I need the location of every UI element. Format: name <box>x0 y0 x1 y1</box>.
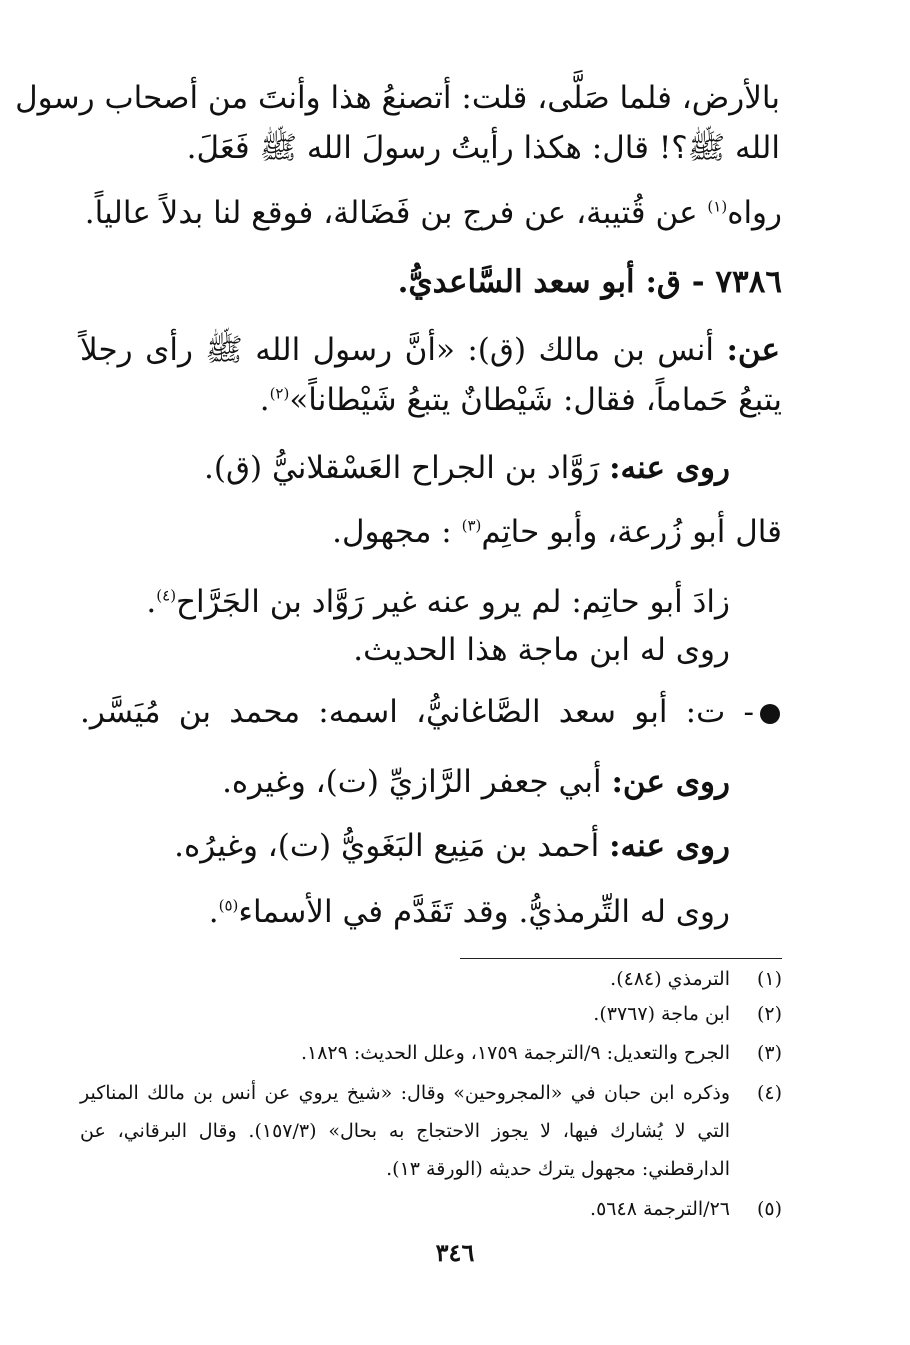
text-line-11 <box>80 692 780 732</box>
text-line-6 <box>80 380 782 420</box>
hadith-text-end: يتبعُ حَماماً، فقال: شَيْطانٌ يتبعُ شَيْطاناً» <box>289 382 782 418</box>
narrated-by-label: روى عنه: <box>609 450 730 486</box>
footnote-4-line-3: الدارقطني: مجهول يترك حديثه (الورقة ١٣). <box>386 1158 730 1180</box>
period: . <box>259 382 270 418</box>
bullet-icon <box>760 704 780 724</box>
footnote-4-number: (٤) <box>756 1082 782 1104</box>
footnote-2-text: ابن ماجة (٣٧٦٧). <box>593 1003 730 1025</box>
footnote-marker-3: (٣) <box>461 516 482 535</box>
footnote-marker-4: (٤) <box>156 586 177 605</box>
tirmidhi-note: روى له التِّرمذيُّ. وقد تَقَدَّم في الأسماء <box>238 894 730 930</box>
narrator-name: رَوَّاد بن الجراح العَسْقلانيُّ (ق). <box>204 450 600 486</box>
text-line-12 <box>80 762 730 802</box>
entry-heading-abu-saad: - ت: أبو سعد الصَّاغانيُّ، اسمه: محمد بن مُيَسَّر. <box>80 694 754 730</box>
text-line-2 <box>80 128 780 168</box>
footnote-marker-2: (٢) <box>269 384 290 403</box>
from-label: عن: <box>726 332 780 368</box>
narration-note: روى له ابن ماجة هذا الحديث. <box>353 632 730 668</box>
footnote-4-line-2: التي لا يُشارك فيها، لا يجوز الاحتجاج به بحال» (١٥٧/٣). وقال البرقاني، عن <box>80 1120 730 1142</box>
page-number: ٣٤٦ <box>435 1238 475 1267</box>
narration-word: رواه <box>727 195 782 231</box>
footnote-1-number: (١) <box>756 968 782 990</box>
footnote-separator <box>460 958 782 959</box>
footnote-5-number: (٥) <box>756 1198 782 1220</box>
footnote-2-number: (٢) <box>756 1003 782 1025</box>
text-line-7 <box>80 448 730 488</box>
footnote-3-number: (٣) <box>756 1042 782 1064</box>
student-name: أحمد بن مَنِيع البَغَويُّ (ت)، وغيرُه. <box>174 828 600 864</box>
footnote-4-line-1: وذكره ابن حبان في «المجروحين» وقال: «شيخ يروي عن أنس بن مالك المناكير <box>80 1082 730 1104</box>
text-line-2-content: الله ﷺ؟! قال: هكذا رأيتُ رسولَ الله ﷺ فَعَلَ. <box>186 130 780 166</box>
entry-heading-text: ٧٣٨٦ - ق: أبو سعد السَّاعديُّ. <box>397 264 782 300</box>
critics-text: قال أبو زُرعة، وأبو حاتِم <box>481 514 782 550</box>
hadith-text-start: أنس بن مالك (ق): «أنَّ رسول الله ﷺ رأى رجلاً <box>80 332 714 368</box>
text-line-5 <box>80 330 780 370</box>
verdict-text: : مجهول. <box>332 514 452 550</box>
footnote-1-text: الترمذي (٤٨٤). <box>610 968 730 990</box>
text-line-13 <box>80 826 730 866</box>
text-line-1 <box>15 78 780 118</box>
text-line-10 <box>80 630 730 670</box>
entry-heading-7386 <box>80 262 782 302</box>
narrated-by-label: روى عنه: <box>609 828 730 864</box>
footnote-marker-5: (٥) <box>218 896 239 915</box>
footnote-3-text: الجرح والتعديل: ٩/الترجمة ١٧٥٩، وعلل الحديث: ١٨٢٩. <box>300 1042 730 1064</box>
narrated-from-label: روى عن: <box>611 764 730 800</box>
text-line-9 <box>80 582 730 622</box>
period: . <box>146 584 157 620</box>
text-line-1-content: بالأرض، فلما صَلَّى، قلت: أتصنعُ هذا وأنتَ من أصحاب رسول <box>15 80 780 116</box>
footnote-5-text: ٢٦/الترجمة ٥٦٤٨. <box>590 1198 730 1220</box>
footnote-marker-1: (١) <box>707 197 728 216</box>
text-line-8 <box>80 512 782 552</box>
text-line-3 <box>80 193 782 233</box>
addition-text: زادَ أبو حاتِم: لم يرو عنه غير رَوَّاد بن الجَرَّاح <box>176 584 730 620</box>
text-line-14 <box>80 892 730 932</box>
teacher-name: أبي جعفر الرَّازيِّ (ت)، وغيره. <box>222 764 602 800</box>
narration-text: عن قُتيبة، عن فرج بن فَضَالة، فوقع لنا بدلاً عالياً. <box>84 195 698 231</box>
period: . <box>208 894 219 930</box>
